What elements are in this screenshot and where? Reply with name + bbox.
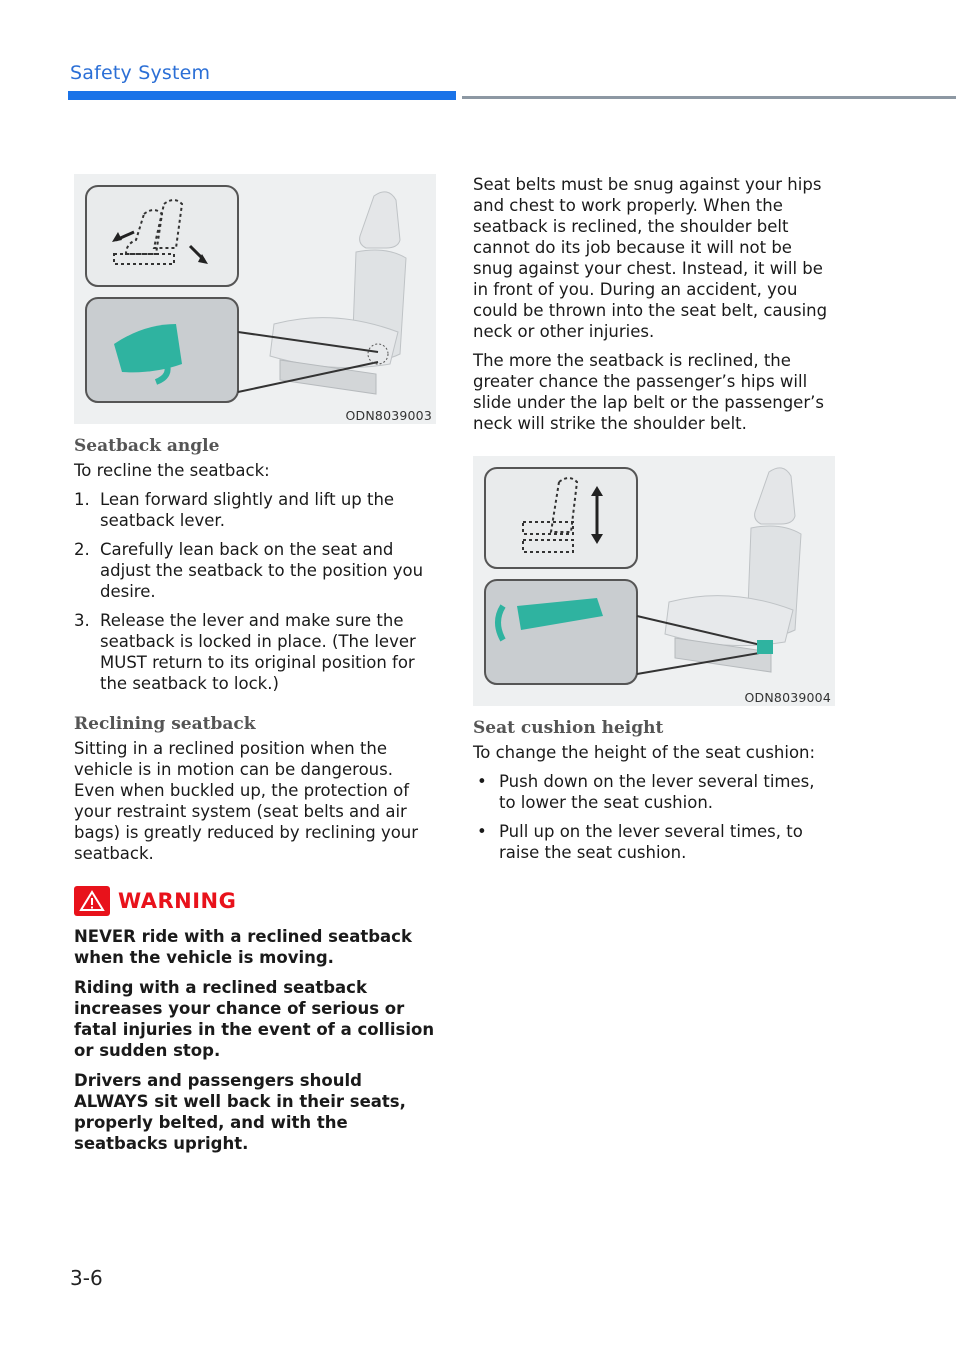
- seatbelt-paragraph: Seat belts must be snug against your hips and chest to work properly. When the seatback is reclined, the shoulder belt cannot do its job because it will not be snug against your chest. Instead, it will be in front of you. During an accident, you could be thrown into the seat belt, causing neck or other injuries.: [473, 175, 828, 341]
- warning-header: [74, 886, 436, 916]
- page-number: 3-6: [70, 1266, 103, 1290]
- cushion-intro: To change the height of the seat cushion:: [473, 743, 816, 762]
- cushion-bullets: [473, 771, 835, 863]
- warning-triangle-icon: [74, 886, 110, 916]
- seat-recline-illustration: [74, 174, 436, 424]
- heading-seatback-angle: Seatback angle: [74, 436, 220, 456]
- left-column: [74, 174, 436, 1163]
- seatback-intro: To recline the seatback:: [74, 461, 270, 480]
- header-rule-gray: [462, 96, 956, 99]
- bullet-item: • Pull up on the lever several times, to raise the seat cushion.: [477, 822, 803, 862]
- warning-paragraph: Riding with a reclined seatback increases your chance of serious or fatal injuries in the event of a collision or sudden stop.: [74, 978, 435, 1060]
- heading-reclining-seatback: Reclining seatback: [74, 714, 256, 734]
- bullet-item: • Push down on the lever several times, to lower the seat cushion.: [477, 772, 815, 812]
- seat-cushion-figure: [473, 456, 835, 706]
- figure-code: ODN8039004: [744, 690, 831, 705]
- warning-paragraph: Drivers and passengers should ALWAYS sit well back in their seats, properly belted, and with the seatbacks upright.: [74, 1071, 406, 1153]
- figure-code: ODN8039003: [345, 408, 432, 423]
- seat-height-illustration: [473, 456, 835, 706]
- section-title: Safety System: [70, 62, 211, 84]
- seatback-angle-figure: [74, 174, 436, 424]
- step-item: 1. Lean forward slightly and lift up the seatback lever.: [74, 490, 395, 530]
- seatback-steps: [74, 489, 436, 694]
- reclining-body: Sitting in a reclined position when the vehicle is in motion can be dangerous. Even when buckled up, the protection of your restraint system (seat belts and air bags) is greatly reduced by reclining your seatback.: [74, 739, 419, 863]
- step-item: 3. Release the lever and make sure the seatback is locked in place. (The lever MUST return to its original position for the seatback to lock.): [74, 611, 416, 693]
- step-item: 2. Carefully lean back on the seat and adjust the seatback to the position you desire.: [74, 540, 424, 601]
- heading-seat-cushion-height: Seat cushion height: [473, 718, 664, 738]
- recline-risk-paragraph: The more the seatback is reclined, the greater chance the passenger’s hips will slide under the lap belt or the passenger’s neck will strike the shoulder belt.: [473, 351, 824, 433]
- right-column: [473, 174, 835, 871]
- warning-title: WARNING: [118, 889, 237, 913]
- header-rule-blue: [68, 91, 456, 100]
- warning-paragraph: NEVER ride with a reclined seatback when the vehicle is moving.: [74, 927, 412, 967]
